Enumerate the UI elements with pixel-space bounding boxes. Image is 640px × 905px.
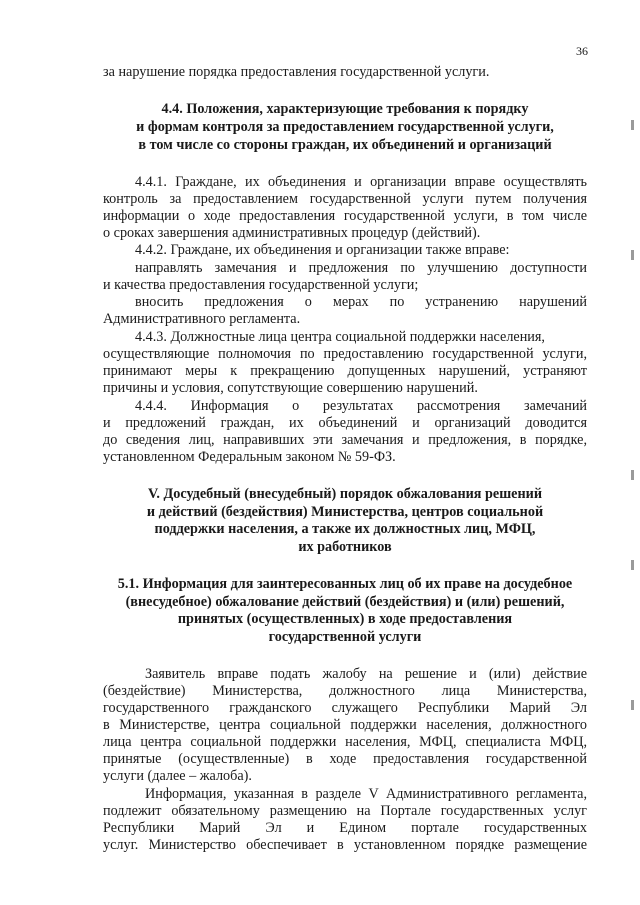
text-line: Республики Марий Эл и Едином портале государственных bbox=[103, 820, 587, 836]
text-line: и предложений граждан, их объединений и организаций доводится bbox=[103, 415, 587, 431]
subsection-heading: принятых (осуществленных) в ходе предоставления bbox=[177, 611, 513, 627]
text-line: (бездействие) Министерства, должностного лица Министерства, bbox=[103, 683, 587, 699]
scan-mark bbox=[631, 470, 634, 480]
text-line: Заявитель вправе подать жалобу на решение и (или) действие bbox=[145, 666, 587, 682]
page-number: 36 bbox=[576, 44, 588, 58]
text-line: направлять замечания и предложения по улучшению доступности bbox=[135, 260, 587, 276]
text-line: в Министерстве, центра социальной поддержки населения, должностного bbox=[103, 717, 587, 733]
text-line: Информация, указанная в разделе V Административного регламента, bbox=[145, 786, 587, 802]
text-line: государственного гражданского служащего Республики Марий Эл bbox=[103, 700, 587, 716]
text-line: услуги (далее – жалоба). bbox=[103, 768, 252, 784]
subsection-heading: 5.1. Информация для заинтересованных лиц об их праве на досудебное bbox=[117, 576, 573, 592]
text-line: 4.4.3. Должностные лица центра социальной поддержки населения, bbox=[135, 329, 545, 345]
text-line: лица центра социальной поддержки населения, МФЦ, специалиста МФЦ, bbox=[103, 734, 587, 750]
section-heading: и действий (бездействия) Министерства, центров социальной bbox=[146, 504, 544, 520]
text-line: Административного регламента. bbox=[103, 311, 301, 327]
text-line: контроль за предоставлением государственной услуги путем получения bbox=[103, 191, 587, 207]
text-line: принятые (осуществленные) в ходе предоставления государственной bbox=[103, 751, 587, 767]
text-line: причины и условия, сопутствующие совершению нарушений. bbox=[103, 380, 478, 396]
subsection-heading: (внесудебное) обжалование действий (бездействия) и (или) решений, bbox=[125, 594, 565, 610]
subsection-heading: государственной услуги bbox=[268, 629, 422, 645]
text-line: до сведения лиц, направивших эти замечания и предложения, в порядке, bbox=[103, 432, 587, 448]
scan-mark bbox=[631, 560, 634, 570]
section-heading: поддержки населения, а также их должностных лиц, МФЦ, bbox=[154, 521, 536, 537]
scan-mark bbox=[631, 700, 634, 710]
text-line: 4.4.4. Информация о результатах рассмотрения замечаний bbox=[135, 398, 587, 414]
section-heading: 4.4. Положения, характеризующие требования к порядку bbox=[161, 101, 529, 117]
text-line: о сроках завершения административных процедур (действий). bbox=[103, 225, 481, 241]
text-line: вносить предложения о мерах по устранению нарушений bbox=[135, 294, 587, 310]
scan-mark bbox=[631, 250, 634, 260]
text-line: 4.4.1. Граждане, их объединения и организации вправе осуществлять bbox=[135, 174, 587, 190]
text-line: за нарушение порядка предоставления государственной услуги. bbox=[103, 64, 490, 80]
section-heading: и формам контроля за предоставлением государственной услуги, bbox=[136, 119, 554, 135]
section-heading: их работников bbox=[298, 539, 392, 555]
section-heading: в том числе со стороны граждан, их объединений и организаций bbox=[138, 137, 552, 153]
text-line: принимают меры к прекращению допущенных нарушений, устраняют bbox=[103, 363, 587, 379]
text-line: 4.4.2. Граждане, их объединения и организации также вправе: bbox=[135, 242, 510, 258]
scan-mark bbox=[631, 120, 634, 130]
text-line: подлежит обязательному размещению на Портале государственных услуг bbox=[103, 803, 587, 819]
section-heading: V. Досудебный (внесудебный) порядок обжалования решений bbox=[148, 486, 542, 502]
text-line: и качества предоставления государственной услуги; bbox=[103, 277, 419, 293]
text-line: установленном Федеральным законом № 59-ФЗ. bbox=[103, 449, 396, 465]
text-line: услуг. Министерство обеспечивает в установленном порядке размещение bbox=[103, 837, 587, 853]
text-line: осуществляющие полномочия по предоставлению государственной услуги, bbox=[103, 346, 587, 362]
text-line: информации о ходе предоставления государственной услуги, в том числе bbox=[103, 208, 587, 224]
